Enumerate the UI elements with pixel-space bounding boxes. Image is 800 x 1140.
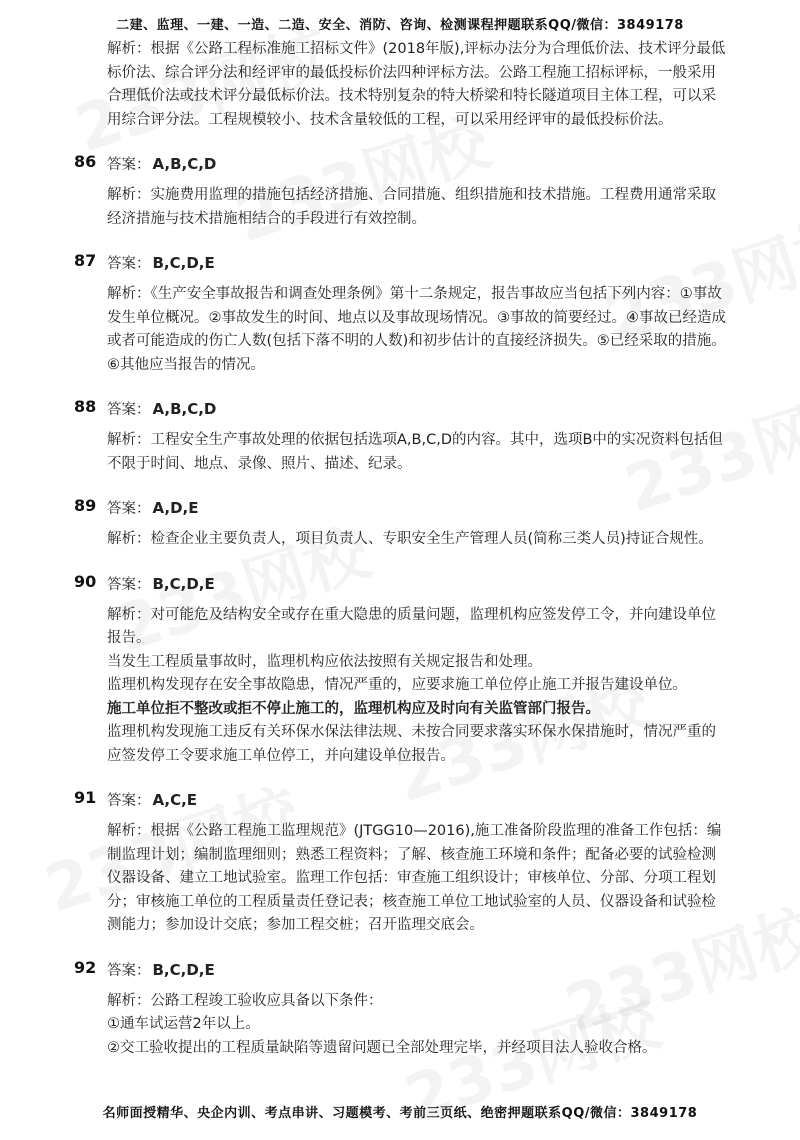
document-body xyxy=(0,38,800,1060)
question-number: 88 xyxy=(74,397,97,416)
question-number: 90 xyxy=(74,571,97,591)
answer-value: B,C,D,E xyxy=(152,254,215,272)
analysis-text: 当发生工程质量事故时，监理机构应依法按照有关规定报告和处理。 xyxy=(107,653,542,670)
analysis-block xyxy=(107,429,727,476)
answer-value: B,C,D,E xyxy=(152,574,215,593)
answer-line xyxy=(107,153,216,174)
answer-line xyxy=(107,497,198,518)
question-86 xyxy=(0,152,800,176)
analysis-text: ②交工验收提出的工程质量缺陷等遗留问题已全部处理完毕，并经项目法人验收合格。 xyxy=(107,1039,657,1056)
question-90 xyxy=(0,572,800,596)
question-number: 89 xyxy=(74,496,97,515)
analysis-text: 监理机构发现存在安全事故隐患，情况严重的，应要求施工单位停止施工并报告建设单位。 xyxy=(107,677,687,693)
question-91 xyxy=(0,788,800,812)
analysis-block xyxy=(107,820,727,938)
analysis-text: 解析：工程安全生产事故处理的依据包括选项A,B,C,D的内容。其中，选项B中的实况资料包括但不限于时间、地点、录像、照片、描述、纪录。 xyxy=(107,432,723,472)
answer-value: A,C,E xyxy=(152,791,198,809)
question-number: 87 xyxy=(74,251,97,270)
answer-line xyxy=(107,959,215,980)
analysis-text: 解析：检查企业主要负责人，项目负责人、专职安全生产管理人员(简称三类人员)持证合规性。 xyxy=(107,531,713,547)
answer-label: 答案： xyxy=(107,256,151,272)
answer-label: 答案： xyxy=(107,157,151,173)
question-87 xyxy=(0,251,800,275)
question-92 xyxy=(0,958,800,982)
answer-value: A,B,C,D xyxy=(152,400,217,418)
question-88 xyxy=(0,397,800,421)
answer-label: 答案： xyxy=(107,402,151,418)
analysis-text: 解析：根据《公路工程施工监理规范》(JTGG10—2016),施工准备阶段监理的准备工作包括：编制监理计划；编制监理细则；熟悉工程资料；了解、核查施工环境和条件；配备必要的试验检测仪器设备、建立工地试验室。监理工作包括：审查施工组织设计；审核单位、分部、分项工程划分；审核施工单位的工程质量责任登记表；核查施工单位工地试验室的人员、仪器设备和试验检测能力；参加设计交底；参加工程交桩；召开监理交底会。 xyxy=(107,823,722,933)
analysis-text: 解析：实施费用监理的措施包括经济措施、合同措施、组织措施和技术措施。工程费用通常采取经济措施与技术措施相结合的手段进行有效控制。 xyxy=(107,187,716,227)
analysis-block xyxy=(107,604,727,769)
question-number: 86 xyxy=(74,152,97,171)
answer-line xyxy=(107,398,216,419)
questions-list xyxy=(0,152,800,1060)
analysis-block xyxy=(107,990,727,1061)
analysis-text: 解析：《生产安全事故报告和调查处理条例》第十二条规定，报告事故应当包括下列内容：①事故发生单位概况。②事故发生的时间、地点以及事故现场情况。③事故的简要经过。④事故已经造成或者可能造成的伤亡人数(包括下落不明的人数)和初步估计的直接经济损失。⑤已经采取的措施。⑥其他应当报告的情况。 xyxy=(107,286,726,373)
analysis-block xyxy=(107,184,727,231)
answer-value: A,D,E xyxy=(152,499,199,517)
answer-label: 答案： xyxy=(107,793,151,809)
analysis-text: 监理机构发现施工违反有关环保水保法律法规、未按合同要求落实环保水保措施时，情况严重的应签发停工令要求施工单位停工，并向建设单位报告。 xyxy=(107,724,716,764)
question-89 xyxy=(0,496,800,520)
answer-line xyxy=(107,573,215,594)
analysis-block xyxy=(107,528,727,552)
page-footer: 名师面授精华、央企内训、考点串讲、习题模考、考前三页纸、绝密押题联系QQ/微信：3849178 xyxy=(102,1106,698,1121)
answer-label: 答案： xyxy=(107,501,151,517)
analysis-block xyxy=(107,283,727,377)
analysis-text: 解析：根据《公路工程标准施工招标文件》(2018年版),评标办法分为合理低价法、技术评分最低标价法、综合评分法和经评审的最低投标价法四种评标方法。公路工程施工招标评标，一般采用合理低价法或技术评分最低标价法。技术特别复杂的特大桥梁和特长隧道项目主体工程，可以采用综合评分法。工程规模较小、技术含量较低的工程，可以采用经评审的最低投标价法。 xyxy=(107,41,726,128)
analysis-text: 施工单位拒不整改或拒不停止施工的，监理机构应及时向有关监管部门报告。 xyxy=(107,700,600,717)
answer-line xyxy=(107,789,197,810)
analysis-text: 解析：公路工程竣工验收应具备以下条件： xyxy=(107,992,383,1009)
answer-value: B,C,D,E xyxy=(152,960,215,979)
analysis-text: ①通车试运营2年以上。 xyxy=(107,1016,260,1032)
answer-value: A,B,C,D xyxy=(152,155,217,173)
page-header: 二建、监理、一建、一造、二造、安全、消防、咨询、检测课程押题联系QQ/微信：3849178 xyxy=(116,18,684,33)
question-number: 91 xyxy=(74,788,97,807)
intro-analysis xyxy=(107,38,727,132)
question-number: 92 xyxy=(74,957,97,977)
answer-line xyxy=(107,252,215,273)
analysis-text: 解析：对可能危及结构安全或存在重大隐患的质量问题，监理机构应签发停工令，并向建设单位报告。 xyxy=(107,606,716,646)
answer-label: 答案： xyxy=(107,962,151,979)
answer-label: 答案： xyxy=(107,576,151,593)
